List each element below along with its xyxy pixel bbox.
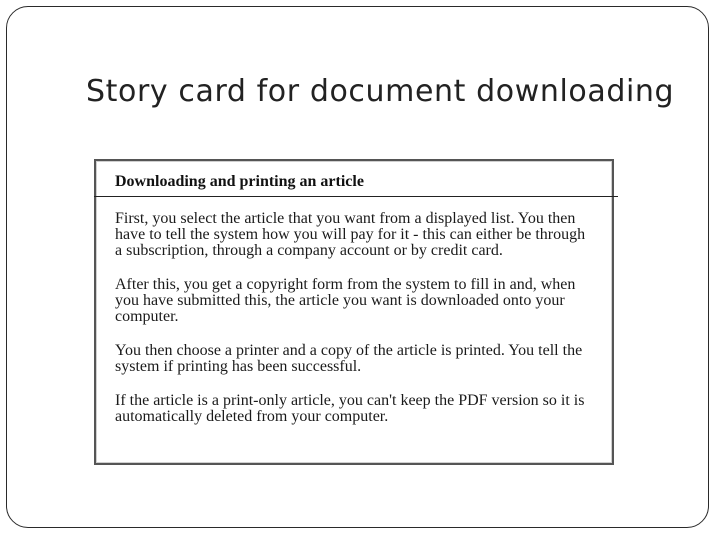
- story-paragraph-select-and-pay: First, you select the article that you want from a displayed list. You then have to tell the system how you will pay for it - this can either be through a subscription, through a company account or by credit card.: [115, 210, 586, 259]
- story-paragraph-printing: You then choose a printer and a copy of the article is printed. You tell the system if printing has been successful.: [115, 342, 583, 375]
- story-card-divider: [94, 196, 618, 197]
- slide-title: Story card for document downloading: [86, 74, 675, 109]
- story-card: [94, 159, 614, 465]
- story-card-heading: Downloading and printing an article: [115, 173, 364, 190]
- story-card-body: [115, 211, 593, 443]
- slide-frame: [6, 6, 709, 528]
- story-paragraph-print-only: If the article is a print-only article, you can't keep the PDF version so it is automatically deleted from your computer.: [115, 392, 585, 425]
- story-paragraph-copyright-download: After this, you get a copyright form from the system to fill in and, when you have submitted this, the article you want is downloaded onto your computer.: [115, 276, 576, 325]
